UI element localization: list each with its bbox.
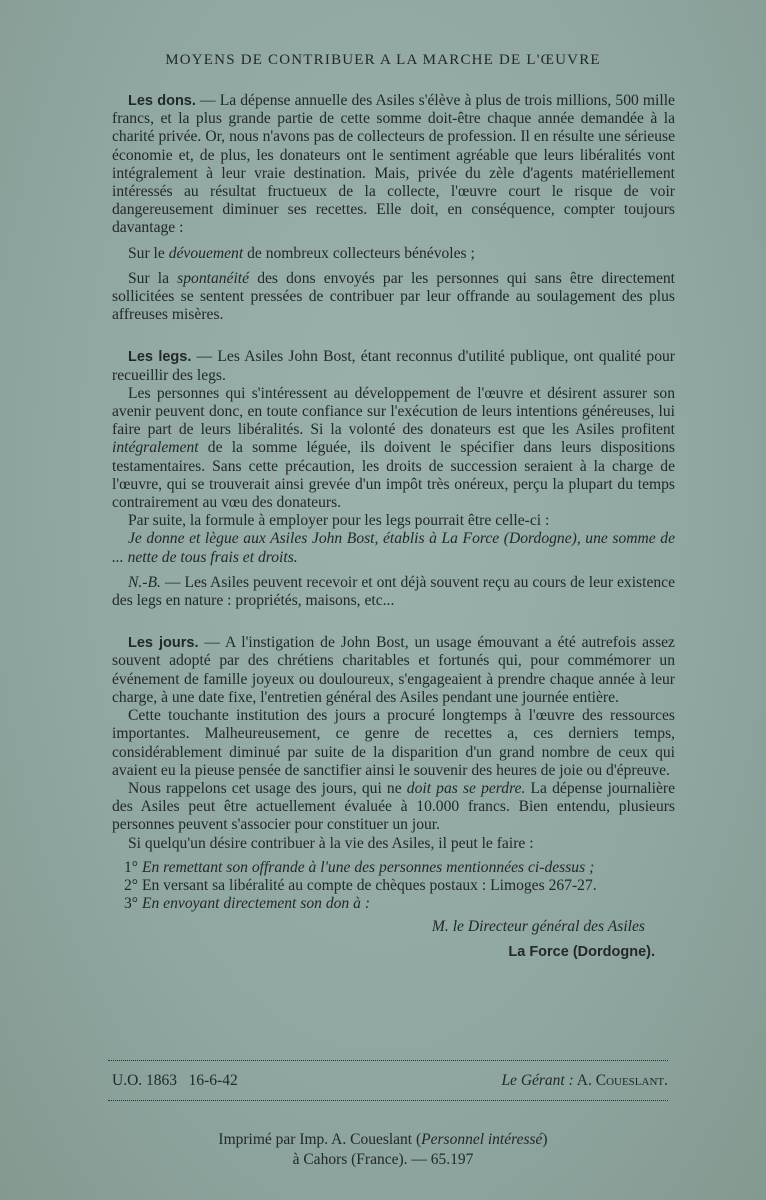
gerant-name: A. Coueslant. [573,1072,668,1089]
dons-spontaneite [112,270,675,325]
jours-rappel-pre: Nous rappelons cet usage des jours, qui ne [128,779,407,797]
option-text: En envoyant directement son don à : [141,895,371,913]
jours-rappel [112,780,675,835]
legs-nb-text: — Les Asiles peuvent recevoir et ont déjà souvent reçu au cours de leur existence des legs en nature : propriétés, maisons, etc... [112,573,675,610]
legs-nb [112,574,675,610]
footer-gerant [501,1072,668,1090]
option-number: 2° [124,876,139,894]
legs-personnes [112,385,675,512]
dons-devouement-post: de nombreux collecteurs bénévoles ; [243,244,475,262]
contribution-options [112,859,675,914]
option-text: En remettant son offrande à l'une des personnes mentionnées ci-dessus ; [141,858,595,876]
legs-paragraph [112,348,675,384]
contribution-option [112,877,675,895]
footer-ref: U.O. 1863 16-6-42 [112,1072,238,1089]
legs-nb-label: N.-B. [128,573,161,591]
jours-institution: Cette touchante institution des jours a procuré longtemps à l'œuvre des ressources importantes. Malheureusement, ce genre de recettes a, ces derniers temps, considérablement diminué par suite de la disparition d'un grand nombre de ceux qui avaient eu la pieuse pensée de sanctifier ainsi le souvenir des heures de joie ou d'épreuve. [112,707,675,779]
jours-rappel-em: doit pas se perdre. [406,779,526,797]
contribution-option [112,859,675,877]
dons-spontaneite-em: spontanéité [177,269,250,287]
jours-text: — A l'instigation de John Bost, un usage émouvant a été autrefois assez souvent adopté par des chrétiens charitables et fortunés qui, pour commémorer un événement de famille joyeux ou douloureux, s'engageaient à prendre chaque année à leur charge, à une date fixe, l'entretien général des Asiles pendant une journée entière. [112,634,675,706]
footer-rule-top [108,1060,668,1061]
jours-contribuer: Si quelqu'un désire contribuer à la vie des Asiles, il peut le faire : [128,834,534,852]
dons-text: — La dépense annuelle des Asiles s'élève à plus de trois millions, 500 mille francs, et la plus grande partie de cette somme doit-être chaque année demandée à la charité privée. Or, nous n'avons pas de collecteurs de profession. Il en résulte une sérieuse économie et, de plus, les donateurs ont le sentiment agréable que leurs libéralités vont intégralement à leur vraie destination. Mais, privée du zèle d'agents matériellement intéressés au résultat fructueux de la collecte, l'œuvre court le risque de voir dangereusement diminuer ses recettes. Elle doit, en conséquence, compter toujours davantage : [112,92,675,237]
gerant-label: Le Gérant : [501,1072,574,1089]
dons-title: Les dons. [128,93,196,109]
recipient: M. le Directeur général des Asiles [431,918,645,936]
printer-line-2: à Cahors (France). — 65.197 [292,1151,474,1168]
jours-paragraph [112,634,675,707]
dons-devouement-em: dévouement [168,244,244,262]
dons-spontaneite-pre: Sur la [128,269,178,287]
printer-line-1 [0,1130,766,1150]
option-number: 3° [124,895,139,913]
legs-personnes-post: de la somme léguée, ils doivent le spécifier dans leurs dispositions testamentaires. Sans cette précaution, les droits de succession seraient à la charge de l'œuvre, qui se trouverait ainsi grevée d'un impôt très onéreux, perçu la plupart du temps contrairement au vœu des donateurs. [112,439,675,512]
printer-line-1-pre: Imprimé par Imp. A. Coueslant ( [218,1131,422,1148]
legs-personnes-pre: Les personnes qui s'intéressent au développement de l'œuvre et désirent assurer son avenir peuvent donc, en toute confiance sur l'exécution de leurs intentions généreuses, lui faire part de leurs libéralités. Si la volonté des donateurs est que les Asiles profitent [112,384,675,439]
legs-personnes-em: intégralement [112,439,199,457]
jours-title: Les jours. [128,635,199,652]
footer-rule-bottom [108,1100,668,1101]
recipient-place: La Force (Dordogne). [508,943,655,960]
page-heading: MOYENS DE CONTRIBUER A LA MARCHE DE L'ŒUVRE [165,52,601,68]
jours-rappel-post: La dépense journalière des Asiles peut être actuellement évaluée à 10.000 francs. Bien entendu, plusieurs personnes peuvent s'associer pour constituer un jour. [112,779,676,834]
legs-formule: Je donne et lègue aux Asiles John Bost, établis à La Force (Dordogne), une somme de ... nette de tous frais et droits. [112,530,675,566]
footer-row [112,1072,668,1090]
dons-paragraph [112,92,675,238]
dons-devouement [112,245,675,263]
printer-line-1-post: ) [542,1131,548,1148]
printer-imprint [0,1130,766,1170]
legs-text: — Les Asiles John Bost, étant reconnus d'utilité publique, ont qualité pour recueillir des legs. [112,348,676,384]
option-text: En versant sa libéralité au compte de chèques postaux : Limoges 267-27. [141,876,597,894]
dons-spontaneite-post: des dons envoyés par les personnes qui sans être directement sollicitées se sentent pressées de contribuer par leur offrande au soulagement des plus affreuses misères. [112,269,675,324]
contribution-option [112,895,675,913]
document-body [112,92,675,961]
printer-line-1-em: Personnel intéressé [421,1131,543,1148]
legs-title: Les legs. [128,349,192,366]
option-number: 1° [124,858,139,876]
dons-devouement-pre: Sur le [128,244,169,262]
legs-formule-intro: Par suite, la formule à employer pour les legs pourrait être celle-ci : [128,512,550,530]
